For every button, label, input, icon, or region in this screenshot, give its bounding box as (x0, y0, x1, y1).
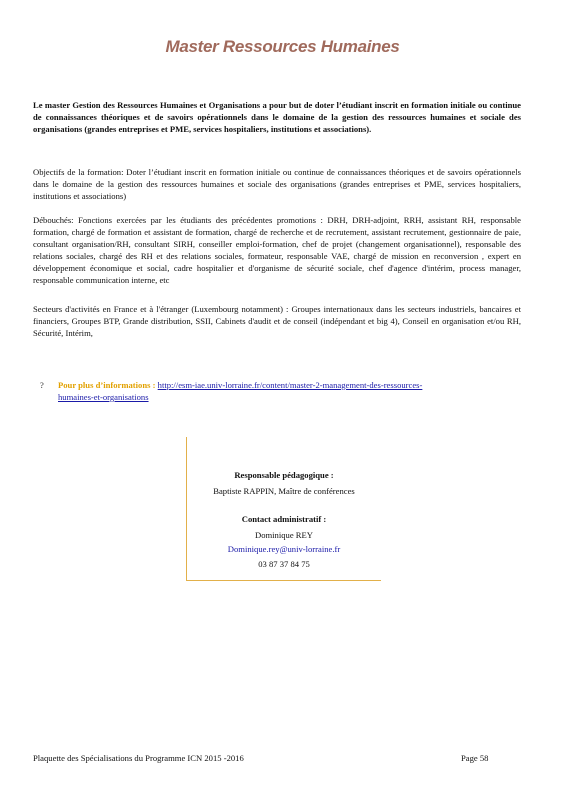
more-info-label: Pour plus d’informations : (58, 380, 156, 390)
more-info-link[interactable]: http://esm-iae.univ-lorraine.fr/content/master-2-management-des-ressources- (157, 380, 423, 390)
responsable-name: Baptiste RAPPIN, Maître de conférences (213, 486, 355, 496)
contact-phone: 03 87 37 84 75 (258, 559, 310, 569)
debouches-paragraph: Débouchés: Fonctions exercées par les étudiants des précédentes promotions : DRH, DRH-adjoint, RRH, assistant RH, responsable formation, chargé de formation et assistant de formation, chargé de recherche et de recrutement, assistant recrutement, gestionnaire de paie, consultant organisation/RH, consultant SIRH, conseiller emploi-formation, chef de projet (changement organisationnel), responsable des relations sociales, chargé des RH et des relations sociales, formateur, responsable VAE, chargé de mission en reconversion , expert en développement économique et social, cadre hospitalier et d'organisme de sécurité sociale, chef d'agence d'intérim, process manager, responsable communication interne, etc (33, 215, 521, 285)
contact-box (186, 437, 381, 581)
more-info-link-continued[interactable]: humaines-et-organisations (58, 392, 149, 402)
intro-paragraph: Le master Gestion des Ressources Humaines et Organisations a pour but de doter l’étudiant inscrit en formation initiale ou continue de connaissances théoriques et de savoirs opérationnels dans le domaine de la gestion des ressources humaines et sociale des organisations (grandes entreprises et PME, services hospitaliers, institutions et associations). (33, 100, 521, 134)
secteurs-paragraph: Secteurs d'activités en France et à l'étranger (Luxembourg notamment) : Groupes internationaux dans les secteurs industriels, bancaires et financiers, Groupes BTP, Grande distribution, SSII, Cabinets d'audit et de conseil (indépendant et big 4), Conseil en organisation et/ou RH, Sécurité, Intérim, (33, 304, 521, 338)
responsable-heading: Responsable pédagogique : (234, 470, 334, 480)
footer-title: Plaquette des Spécialisations du Programme ICN 2015 -2016 (33, 753, 244, 763)
bullet-marker: ? (40, 380, 44, 390)
page-title: Master Ressources Humaines (165, 37, 400, 56)
contact-email-link[interactable]: Dominique.rey@univ-lorraine.fr (227, 544, 341, 554)
contact-name: Dominique REY (254, 530, 313, 540)
contact-heading: Contact administratif : (241, 514, 327, 524)
page-number: Page 58 (461, 753, 489, 763)
more-info (40, 379, 520, 402)
objectifs-paragraph: Objectifs de la formation: Doter l’étudiant inscrit en formation initiale ou continue de connaissances théoriques et de savoirs opérationnels dans le domaine de la gestion des ressources humaines et sociale des organisations (grandes entreprises et PME, services hospitaliers, institutions et associations) (33, 167, 521, 201)
